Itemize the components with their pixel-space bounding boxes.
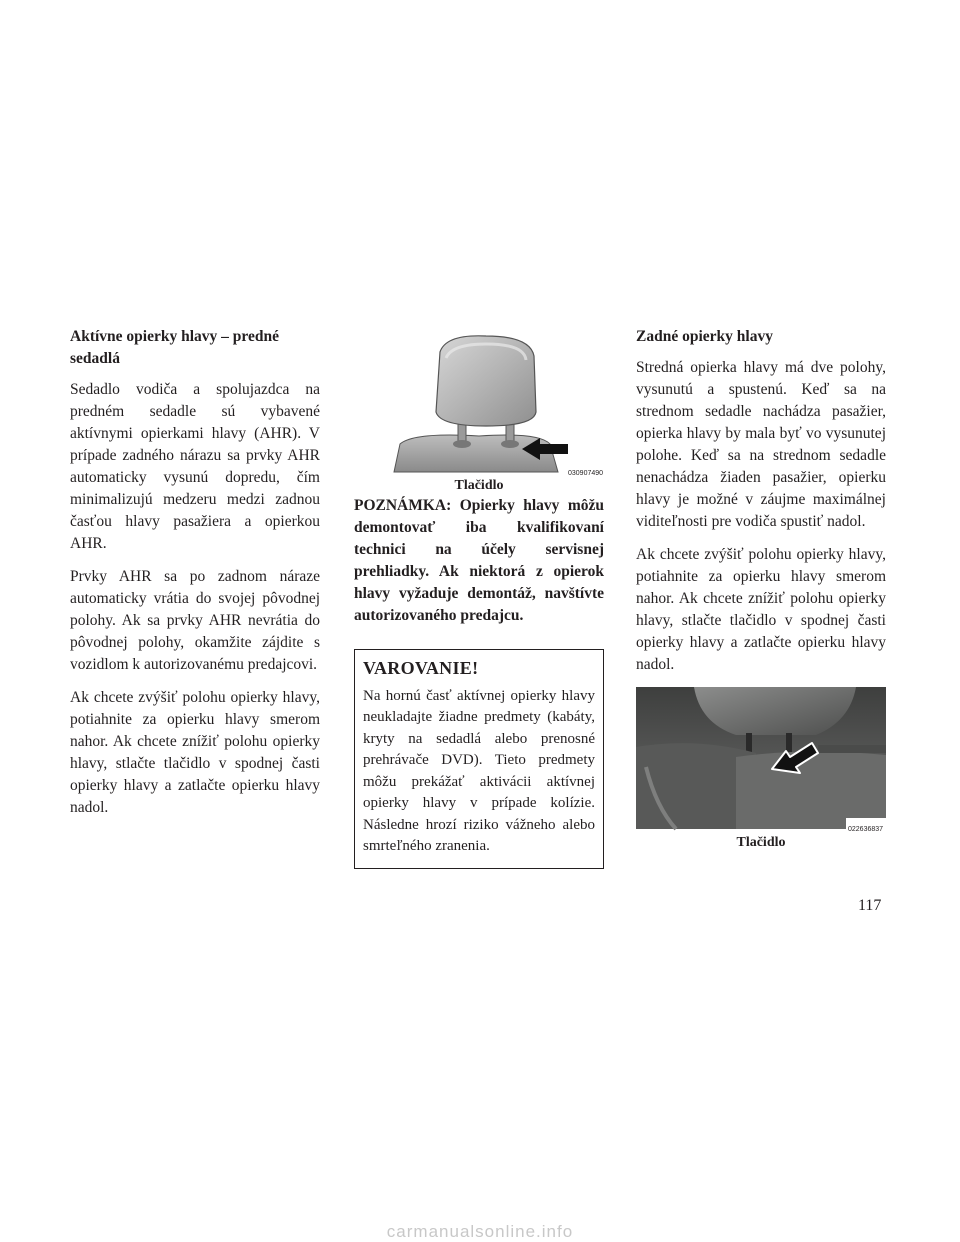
right-column xyxy=(636,326,886,852)
paragraph: Prvky AHR sa po zadnom náraze automaticky vrátia do svojej pôvodnej polohy. Ak sa prvky AHR nevrátia do pôvodnej polohy, okamžite zájdite s vozidlom k autorizovanému predajcovi. xyxy=(70,568,320,673)
note-paragraph: POZNÁMKA: Opierky hlavy môžu demontovať iba kvalifikovaní technici na účely servisnej prehliadky. Ak niektorá z opierok hlavy vyžaduje demontáž, navštívte autorizovaného predajcu. xyxy=(354,497,604,624)
section-heading-rear-headrests: Zadné opierky hlavy xyxy=(636,328,773,345)
headrest-illustration xyxy=(354,332,604,477)
figure-caption: Tlačidlo xyxy=(736,835,786,850)
rear-seat-image xyxy=(636,687,886,829)
rear-headrest-photo xyxy=(636,687,886,833)
warning-text: Na hornú časť aktívnej opierky hlavy neukladajte žiadne predmety (kabáty, kryty na sedadlá alebo prenosné prehrávače DVD). Tieto predmety môžu prekážať aktivácii aktívnej opierky hlavy v prípade kolízie. Následne hrozí riziko vážneho alebo smrteľného zranenia. xyxy=(363,687,595,854)
middle-column xyxy=(354,332,604,869)
figure-code: 030907490 xyxy=(568,470,604,477)
left-column xyxy=(70,326,320,830)
figure-code: 022636837 xyxy=(848,826,884,833)
paragraph: Ak chcete zvýšiť polohu opierky hlavy, potiahnite za opierku hlavy smerom nahor. Ak chcete znížiť polohu opierky hlavy, stlačte tlačidlo v spodnej časti opierky hlavy a zatlačte opierku hlavy nadol. xyxy=(70,689,320,816)
page-number: 117 xyxy=(858,897,882,914)
headrest-image xyxy=(354,332,604,472)
paragraph: Sedadlo vodiča a spolujazdca na predném sedadle sú vybavené aktívnymi opierkami hlavy (AHR). V prípade zadného nárazu sa prvky AHR automaticky vysunú dopredu, čím minimalizujú medzeru medzi zadnou časťou hlavy pasažiera a opierkou AHR. xyxy=(70,381,320,552)
figure-caption: Tlačidlo xyxy=(454,478,504,493)
paragraph: Stredná opierka hlavy má dve polohy, vysunutú a spustenú. Keď sa na strednom sedadle nachádza pasažier, opierka hlavy by mala byť vo vysunutej polohe. Keď sa na strednom sedadle nenachádza žiaden pasažier, opierku hlavy je možné v záujme maximálnej viditeľnosti pre vodiča spustiť nadol. xyxy=(636,359,886,530)
warning-title: VAROVANIE! xyxy=(363,658,479,678)
paragraph: Ak chcete zvýšiť polohu opierky hlavy, potiahnite za opierku hlavy smerom nahor. Ak chcete znížiť polohu opierky hlavy, stlačte tlačidlo v spodnej časti opierky hlavy a zatlačte opierku hlavy nadol. xyxy=(636,546,886,673)
warning-box xyxy=(354,649,604,869)
watermark: carmanualsonline.info xyxy=(386,1222,574,1241)
section-heading-active-headrests: Aktívne opierky hlavy – predné sedadlá xyxy=(70,328,279,367)
